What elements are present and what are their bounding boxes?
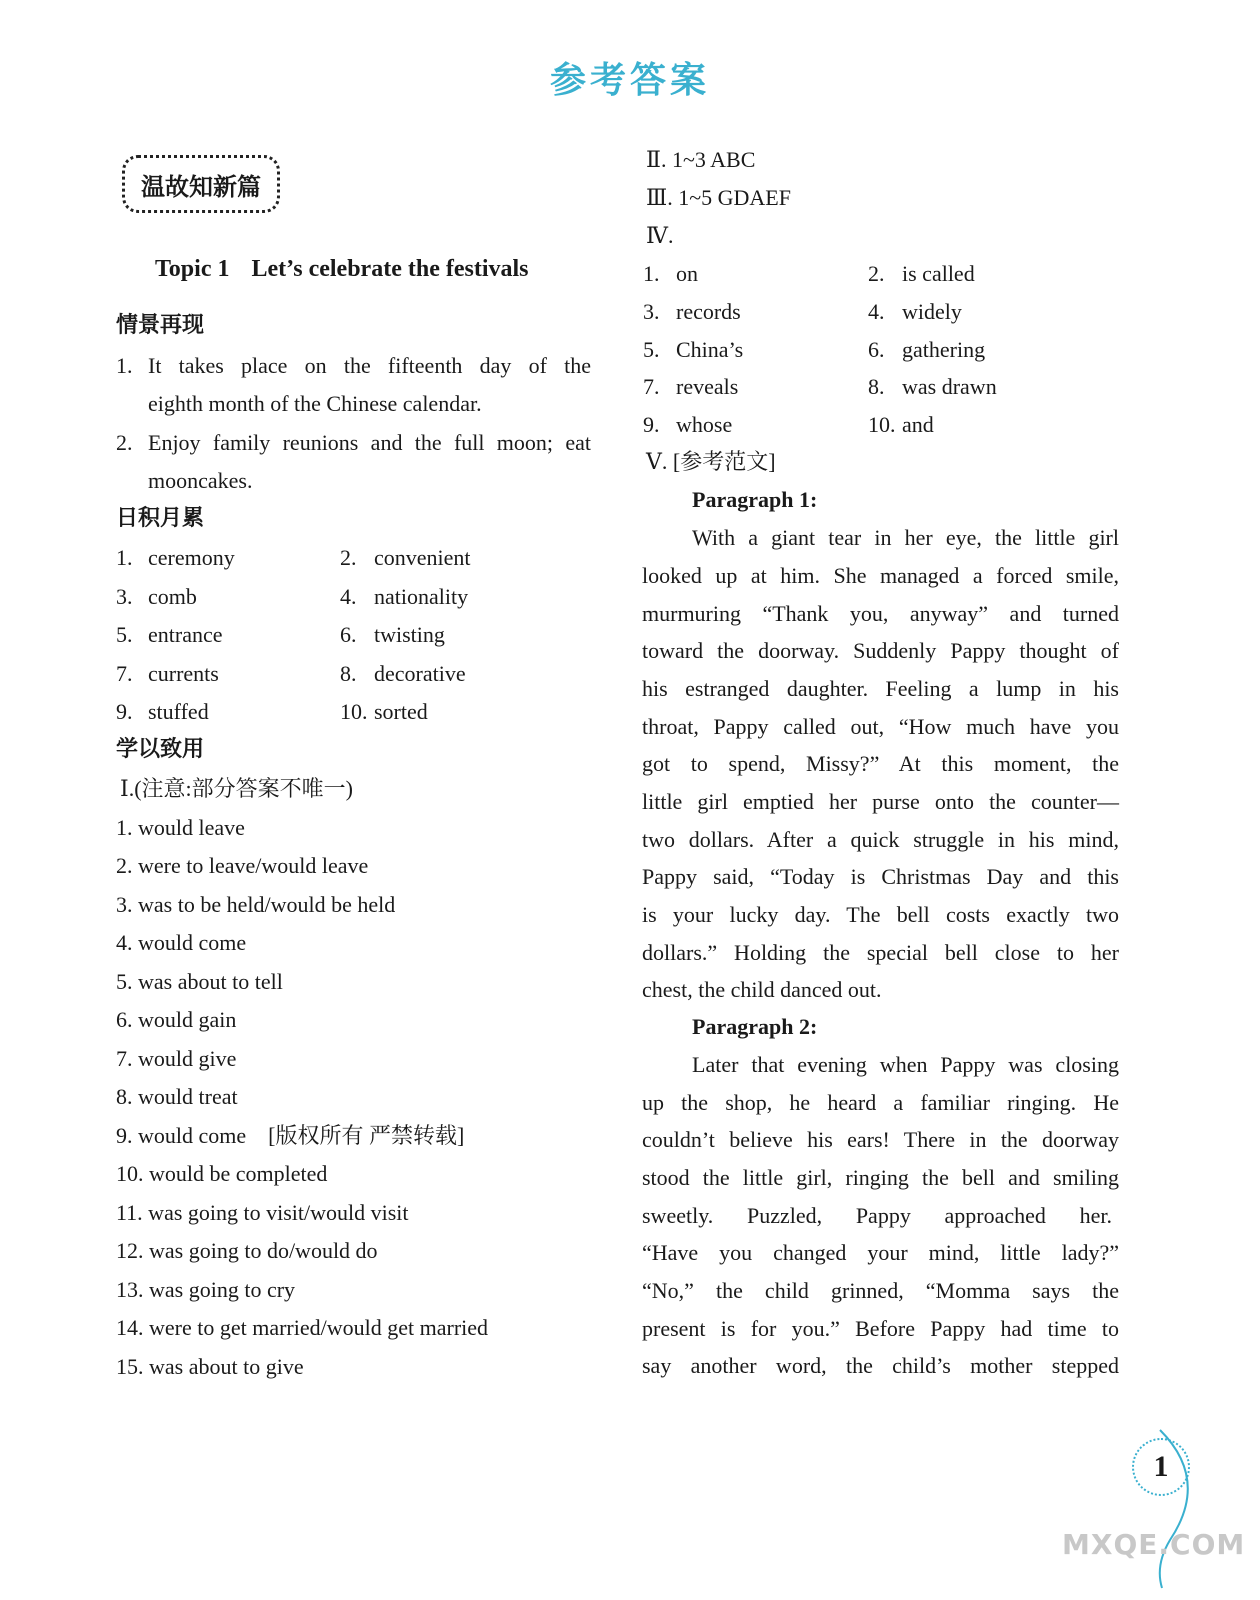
text-line: With a giant tear in her eye, the little girl xyxy=(692,525,1119,550)
text-line: up the shop, he heard a familiar ringing. He xyxy=(642,1090,1119,1115)
table-row: 3. comb 4. nationality xyxy=(116,584,469,609)
list-item: 3. was to be held/would be held xyxy=(116,892,396,917)
text-line: chest, the child danced out. xyxy=(642,977,882,1002)
list-item: 1. would leave xyxy=(116,815,245,840)
table-row: 1. on 2. is called xyxy=(643,261,975,286)
page-number: 1 xyxy=(1132,1438,1190,1496)
table-row: 1. ceremony 2. convenient xyxy=(116,545,471,570)
list-item: 14. were to get married/would get married xyxy=(116,1315,489,1340)
list-item: 9. would come [版权所有 严禁转载] xyxy=(116,1123,465,1148)
list-item: 4. would come xyxy=(116,930,247,955)
table-row: 5. China’s 6. gathering xyxy=(643,337,986,362)
table-row: 7. reveals 8. was drawn xyxy=(643,374,997,399)
table-row: 9. whose 10. and xyxy=(643,412,934,437)
answer-ii: Ⅱ. 1~3 ABC xyxy=(646,147,756,172)
text-line: got to spend, Missy?” At this moment, the xyxy=(642,751,1119,776)
list-item: 11. was going to visit/would visit xyxy=(116,1200,409,1225)
copyright-note: [版权所有 严禁转载] xyxy=(268,1123,465,1148)
topic-heading xyxy=(155,256,529,283)
list-item: 10. would be completed xyxy=(116,1161,328,1186)
text-line: dollars.” Holding the special bell close to her xyxy=(642,940,1119,965)
section-badge xyxy=(122,155,280,213)
text-line: say another word, the child’s mother stepped xyxy=(642,1353,1119,1378)
paragraph-1-label: Paragraph 1: xyxy=(692,487,818,512)
topic-name: Let’s celebrate the festivals xyxy=(251,256,529,282)
answer-iv-label: Ⅳ. xyxy=(646,223,674,248)
text-line: couldn’t believe his ears! There in the doorway xyxy=(642,1127,1119,1152)
list-item: 1. It takes place on the fifteenth day of the xyxy=(116,353,591,378)
text-line: Pappy said, “Today is Christmas Day and this xyxy=(642,864,1119,889)
section-heading-xueyizhiyong: 学以致用 xyxy=(116,737,205,762)
list-item: 2. Enjoy family reunions and the full moon; eat xyxy=(116,430,591,455)
table-row: 9. stuffed 10. sorted xyxy=(116,699,428,724)
text-line: two dollars. After a quick struggle in his mind, xyxy=(642,827,1119,852)
list-item: 13. was going to cry xyxy=(116,1277,296,1302)
text-line: is your lucky day. The bell costs exactly two xyxy=(642,902,1119,927)
text-line: Later that evening when Pappy was closing xyxy=(692,1052,1119,1077)
text-line: throat, Pappy called out, “How much have you xyxy=(642,714,1119,739)
badge-label: 温故知新篇 xyxy=(141,171,261,201)
answer-v-label: Ⅴ. [参考范文] xyxy=(646,449,776,474)
section-heading-qingjing: 情景再现 xyxy=(116,313,205,338)
section-note: Ⅰ.(注意:部分答案不唯一) xyxy=(120,776,353,801)
text-line: his estranged daughter. Feeling a lump in his xyxy=(642,676,1119,701)
paragraph-2-label: Paragraph 2: xyxy=(692,1014,818,1039)
text-line: murmuring “Thank you, anyway” and turned xyxy=(642,601,1119,626)
section-heading-rijiyuelei: 日积月累 xyxy=(116,506,205,531)
table-row: 3. records 4. widely xyxy=(643,299,962,324)
table-row: 5. entrance 6. twisting xyxy=(116,622,445,647)
text-line: little girl emptied her purse onto the counter— xyxy=(642,789,1119,814)
page-title: 参考答案 xyxy=(549,59,710,101)
text-line: present is for you.” Before Pappy had time to xyxy=(642,1316,1119,1341)
list-item: 7. would give xyxy=(116,1046,237,1071)
list-item: 12. was going to do/would do xyxy=(116,1238,378,1263)
list-item: 5. was about to tell xyxy=(116,969,283,994)
watermark: MXQE.COM xyxy=(1062,1528,1246,1561)
text-line: stood the little girl, ringing the bell and smiling xyxy=(642,1165,1119,1190)
answer-iii: Ⅲ. 1~5 GDAEF xyxy=(646,185,791,210)
text-line: toward the doorway. Suddenly Pappy thought of xyxy=(642,638,1119,663)
list-item: 15. was about to give xyxy=(116,1354,304,1379)
list-item: 2. were to leave/would leave xyxy=(116,853,369,878)
topic-number: Topic 1 xyxy=(155,256,230,282)
text-line: looked up at him. She managed a forced smile, xyxy=(642,563,1119,588)
table-row: 7. currents 8. decorative xyxy=(116,661,466,686)
list-item: 8. would treat xyxy=(116,1084,238,1109)
text-line: sweetly. Puzzled, Pappy approached her. xyxy=(642,1203,1112,1228)
text-line: “No,” the child grinned, “Momma says the xyxy=(642,1278,1119,1303)
list-item: 6. would gain xyxy=(116,1007,237,1032)
text-line: “Have you changed your mind, little lady?” xyxy=(642,1240,1119,1265)
list-item: eighth month of the Chinese calendar. xyxy=(148,391,482,416)
list-item: mooncakes. xyxy=(148,468,253,493)
